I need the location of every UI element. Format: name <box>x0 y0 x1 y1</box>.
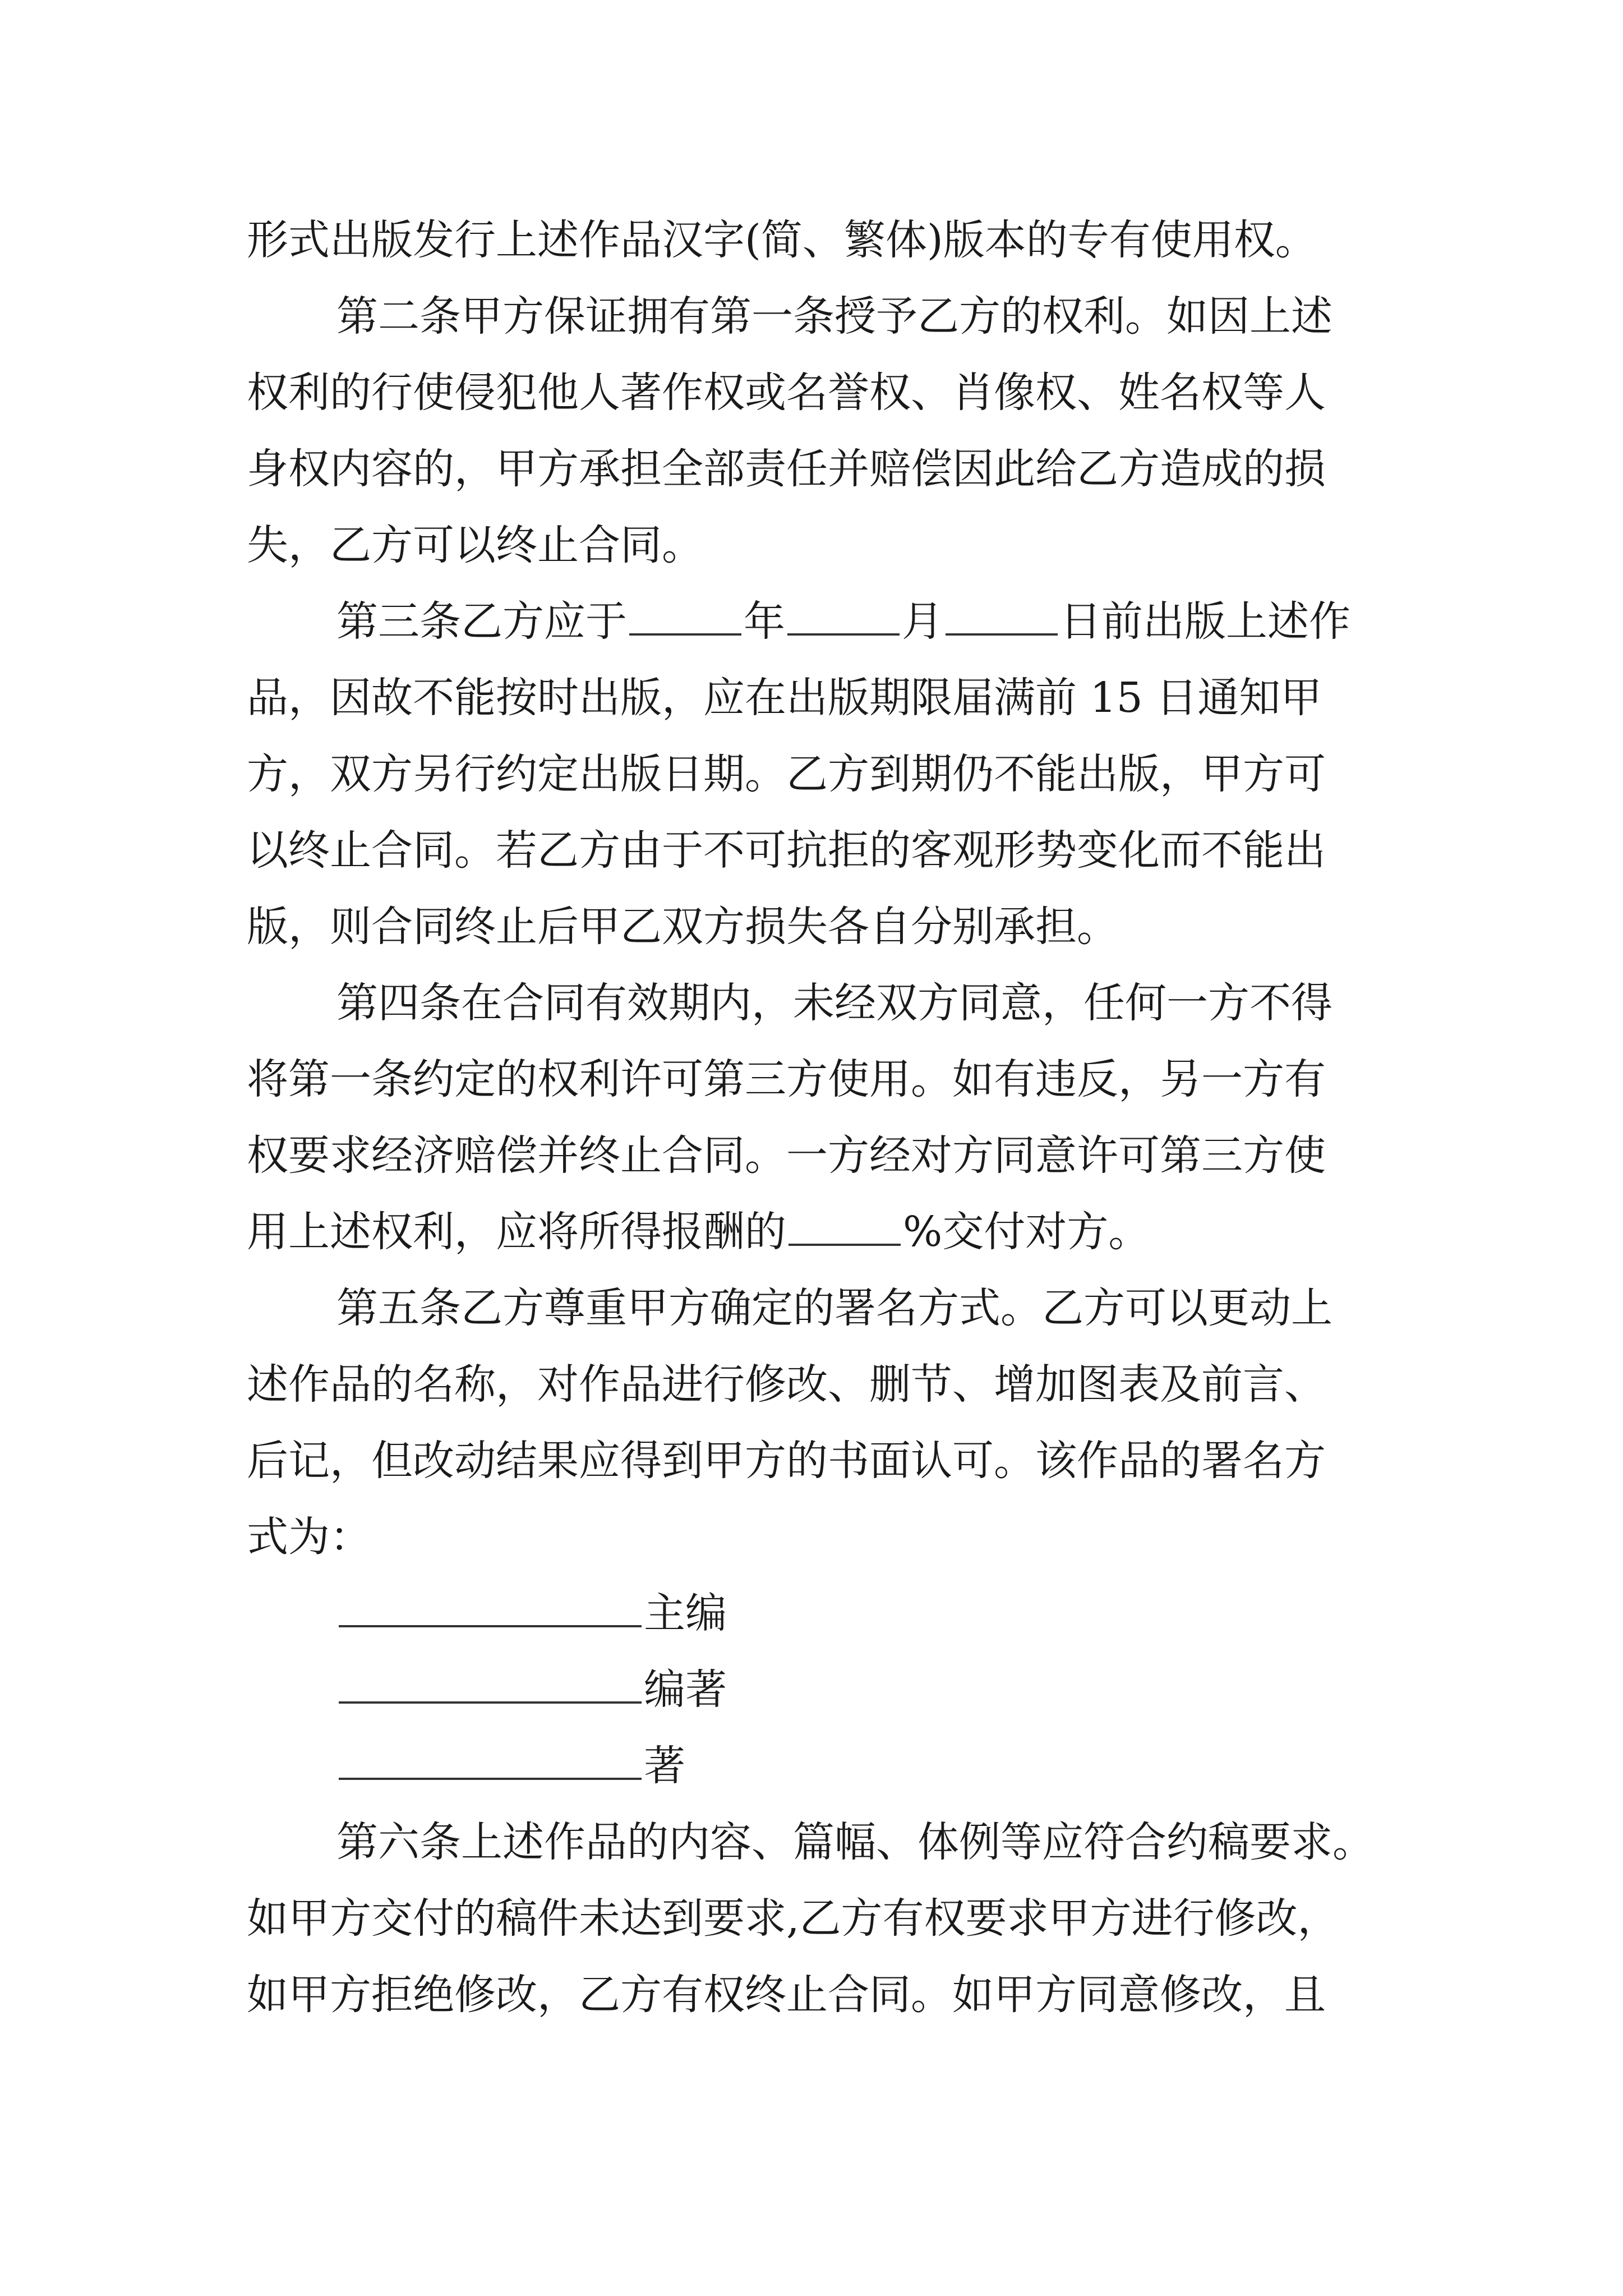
blank-author-name <box>339 1738 642 1780</box>
paragraph-line: 版，则合同终止后甲乙双方损失各自分别承担。 <box>247 903 1118 951</box>
signature-option-compiler <box>247 1651 1396 1728</box>
paragraph-line: 如甲方拒绝修改，乙方有权终止合同。如甲方同意修改，且 <box>247 1971 1326 2019</box>
clause-text: %交付对方。 <box>903 1208 1150 1256</box>
blank-year <box>629 594 741 636</box>
paragraph-line: 品，因故不能按时出版，应在出版期限届满前 15 日通知甲 <box>247 674 1322 722</box>
blank-percent <box>789 1204 901 1246</box>
blank-day <box>946 594 1058 636</box>
paragraph-line: 第五条乙方尊重甲方确定的署名方式。乙方可以更动上 <box>336 1284 1332 1332</box>
paragraph-line: 将第一条约定的权利许可第三方使用。如有违反，另一方有 <box>247 1055 1326 1103</box>
clause-text: 日前出版上述作 <box>1060 597 1350 646</box>
paragraph-line: 式为： <box>247 1513 371 1561</box>
paragraph-line: 以终止合同。若乙方由于不可抗拒的客观形势变化而不能出 <box>247 826 1326 875</box>
paragraph-line: 方，双方另行约定出版日期。乙方到期仍不能出版，甲方可 <box>247 750 1326 798</box>
paragraph-line: 身权内容的，甲方承担全部责任并赔偿因此给乙方造成的损 <box>247 445 1326 493</box>
paragraph-line: 如甲方交付的稿件未达到要求,乙方有权要求甲方进行修改， <box>247 1894 1339 1943</box>
paragraph-line: 第四条在合同有效期内，未经双方同意，任何一方不得 <box>336 979 1332 1027</box>
paragraph-line: 形式出版发行上述作品汉字(简、繁体)版本的专有使用权。 <box>247 216 1317 264</box>
paragraph-line: 权要求经济赔偿并终止合同。一方经对方同意许可第三方使 <box>247 1131 1326 1180</box>
month-label: 月 <box>902 597 943 646</box>
signature-option-author <box>247 1728 1396 1804</box>
blank-author-name <box>339 1662 642 1704</box>
clause-text: 用上述权利，应将所得报酬的 <box>247 1208 786 1256</box>
paragraph-line: 第六条上述作品的内容、篇幅、体例等应符合约稿要求。 <box>336 1818 1374 1866</box>
paragraph-line: 失，乙方可以终止合同。 <box>247 521 703 569</box>
blank-author-name <box>339 1586 642 1627</box>
paragraph-line: 第二条甲方保证拥有第一条授予乙方的权利。如因上述 <box>336 292 1332 341</box>
signature-option-editor <box>247 1575 1396 1651</box>
year-label: 年 <box>744 597 785 646</box>
signature-role: 编著 <box>644 1665 727 1714</box>
document-body <box>247 202 1396 2033</box>
paragraph-line <box>247 1194 1396 1270</box>
signature-role: 著 <box>644 1742 685 1790</box>
paragraph-line: 后记，但改动结果应得到甲方的书面认可。该作品的署名方 <box>247 1437 1326 1485</box>
blank-month <box>787 594 900 636</box>
clause-text: 第三条乙方应于 <box>336 597 627 646</box>
paragraph-line: 权利的行使侵犯他人著作权或名誉权、肖像权、姓名权等人 <box>247 369 1326 417</box>
paragraph-line: 述作品的名称，对作品进行修改、删节、增加图表及前言、 <box>247 1360 1326 1409</box>
paragraph-line <box>247 583 1396 660</box>
signature-role: 主编 <box>644 1589 727 1637</box>
